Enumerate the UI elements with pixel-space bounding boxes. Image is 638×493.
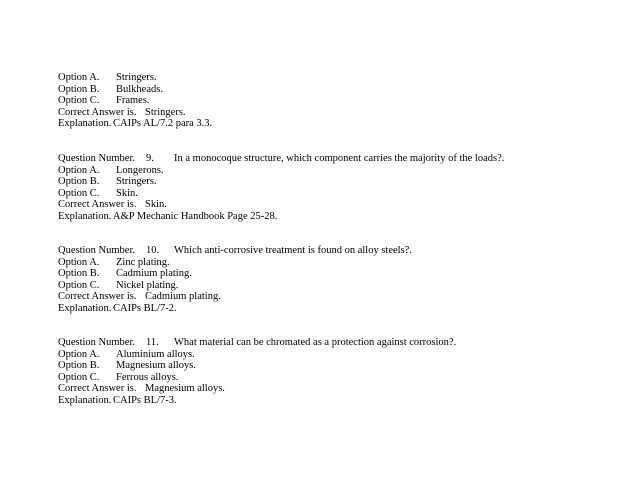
question-row [58, 153, 504, 165]
question-label: Question Number. [58, 337, 135, 348]
option-c-text: Frames. [116, 95, 150, 107]
option-b-label: Option B. [58, 176, 100, 188]
question-block-9 [58, 153, 504, 223]
correct-answer-text: Cadmium plating. [145, 291, 221, 303]
correct-answer-label: Correct Answer is. [58, 199, 137, 211]
option-b-row [58, 268, 412, 280]
option-b-row [58, 84, 212, 96]
option-b-row [58, 176, 504, 188]
option-c-row [58, 372, 456, 384]
option-a-row [58, 257, 412, 269]
option-c-row [58, 95, 212, 107]
option-c-label: Option C. [58, 371, 100, 383]
explanation-row [58, 118, 212, 130]
option-c-text: Skin. [116, 187, 138, 199]
correct-answer-row [58, 199, 504, 211]
option-a-label: Option A. [58, 72, 100, 83]
correct-answer-label: Correct Answer is. [58, 383, 137, 395]
explanation-text: A&P Mechanic Handbook Page 25-28. [113, 210, 278, 222]
question-label: Question Number. [58, 245, 135, 256]
option-a-label: Option A. [58, 164, 100, 176]
explanation-row [58, 395, 456, 407]
option-a-row [58, 165, 504, 177]
option-a-row [58, 349, 456, 361]
explanation-row [58, 211, 504, 223]
explanation-row [58, 303, 412, 315]
option-a-text: Stringers. [116, 72, 157, 83]
correct-answer-row [58, 383, 456, 395]
option-c-label: Option C. [58, 279, 100, 291]
option-c-label: Option C. [58, 95, 100, 107]
explanation-label: Explanation. [58, 302, 112, 314]
option-b-label: Option B. [58, 360, 100, 372]
correct-answer-row [58, 107, 212, 119]
question-number: 11. [146, 337, 159, 348]
correct-answer-label: Correct Answer is. [58, 291, 137, 303]
question-text: In a monocoque structure, which component carries the majority of the loads?. [174, 153, 505, 164]
option-a-label: Option A. [58, 256, 100, 268]
explanation-text: CAIPs BL/7-2. [113, 302, 177, 314]
option-c-text: Ferrous alloys. [116, 371, 179, 383]
explanation-text: CAIPs BL/7-3. [113, 394, 177, 406]
explanation-label: Explanation. [58, 394, 112, 406]
question-number: 10. [146, 245, 160, 256]
question-number: 9. [146, 153, 154, 164]
option-b-text: Cadmium plating. [116, 268, 192, 280]
option-a-label: Option A. [58, 348, 100, 360]
option-a-row [58, 72, 212, 84]
option-a-text: Aluminium alloys. [116, 348, 195, 360]
option-b-text: Stringers. [116, 176, 157, 188]
question-label: Question Number. [58, 153, 135, 164]
option-a-text: Zinc plating. [116, 256, 170, 268]
option-a-text: Longerons. [116, 164, 164, 176]
option-c-label: Option C. [58, 187, 100, 199]
question-text: Which anti-corrosive treatment is found on alloy steels?. [174, 245, 412, 256]
explanation-label: Explanation. [58, 118, 112, 130]
option-b-label: Option B. [58, 268, 100, 280]
option-b-label: Option B. [58, 83, 100, 95]
correct-answer-text: Magnesium alloys. [145, 383, 225, 395]
question-block-8-continued [58, 72, 212, 130]
option-b-text: Bulkheads. [116, 83, 163, 95]
correct-answer-text: Skin. [145, 199, 167, 211]
option-c-text: Nickel plating. [116, 279, 179, 291]
question-block-10 [58, 245, 412, 315]
correct-answer-row [58, 291, 412, 303]
question-row [58, 337, 456, 349]
option-c-row [58, 280, 412, 292]
question-row [58, 245, 412, 257]
explanation-label: Explanation. [58, 210, 112, 222]
correct-answer-label: Correct Answer is. [58, 106, 137, 118]
option-b-row [58, 360, 456, 372]
explanation-text: CAIPs AL/7.2 para 3.3. [113, 118, 213, 130]
question-block-11 [58, 337, 456, 407]
option-c-row [58, 188, 504, 200]
option-b-text: Magnesium alloys. [116, 360, 196, 372]
correct-answer-text: Stringers. [145, 106, 186, 118]
question-text: What material can be chromated as a protection against corrosion?. [174, 337, 457, 348]
